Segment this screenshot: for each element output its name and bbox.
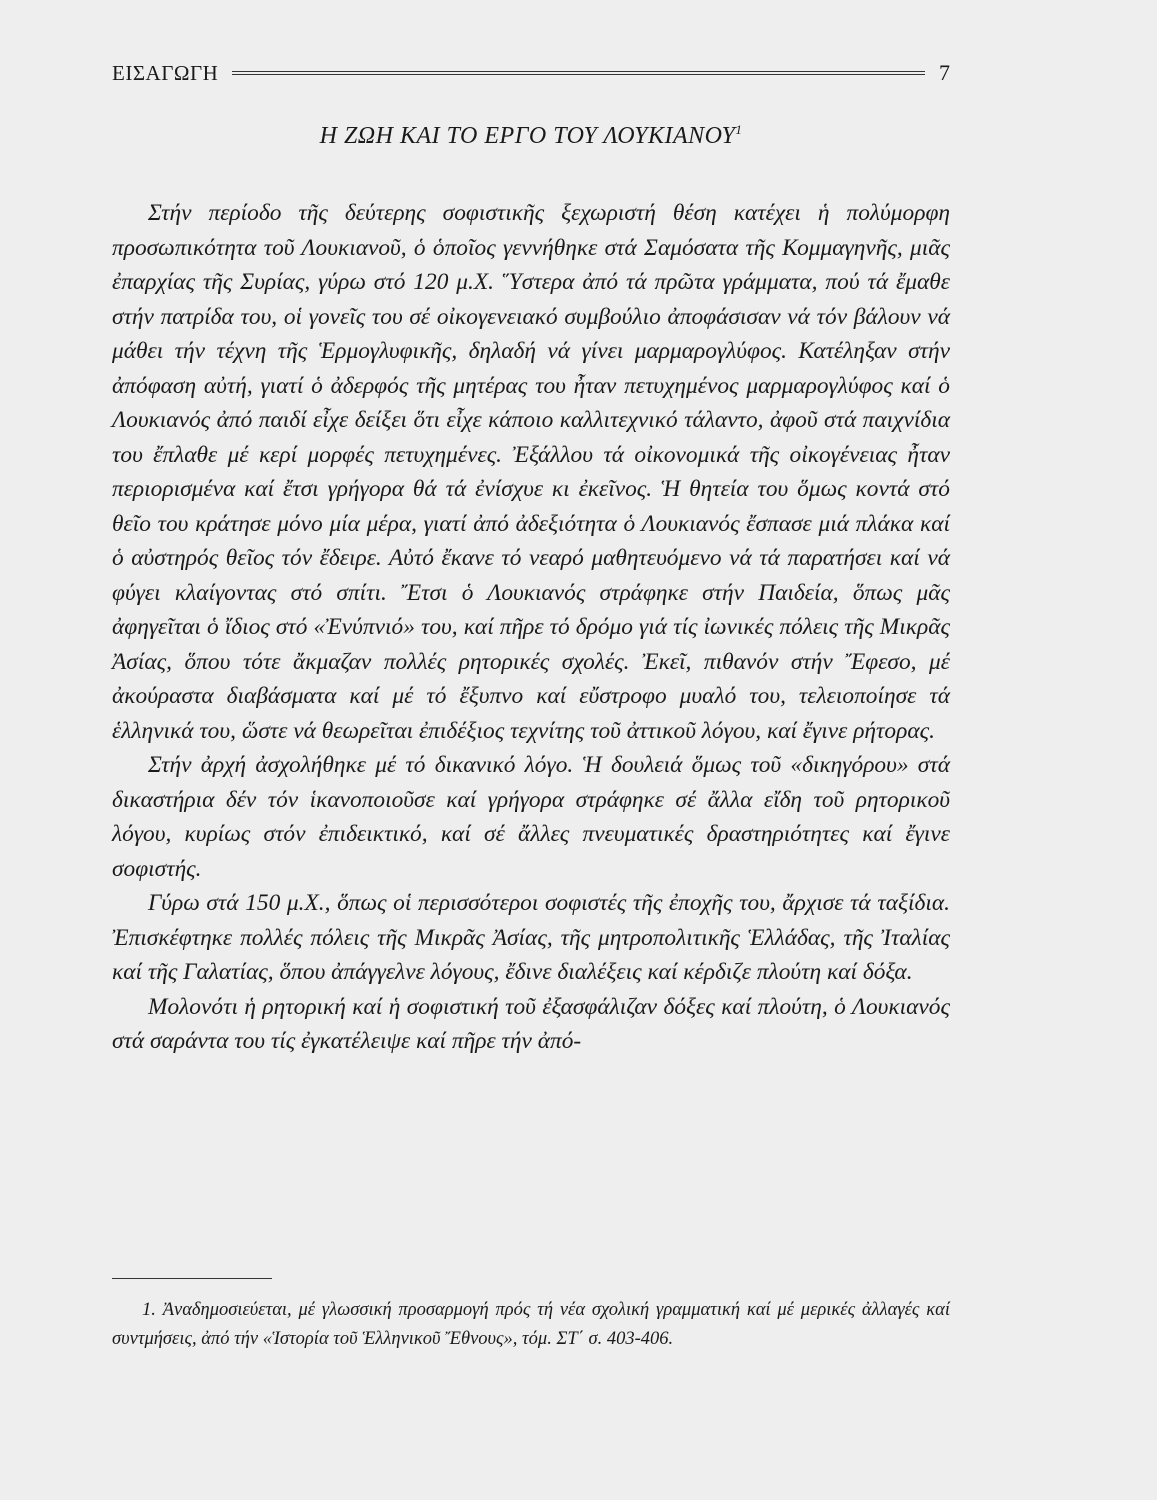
chapter-title	[112, 122, 950, 150]
footnote-reference: 1	[735, 122, 743, 137]
chapter-title-text: Η ΖΩΗ ΚΑΙ ΤΟ ΕΡΓΟ ΤΟΥ ΛΟΥΚΙΑΝΟΥ	[319, 123, 736, 149]
page-number: 7	[939, 60, 950, 85]
header-rule	[232, 71, 925, 75]
paragraph: Στήν περίοδο τῆς δεύτερης σοφιστικῆς ξεχωριστή θέση κατέχει ἡ πολύμορφη προσωπικότητα τοῦ Λουκιανοῦ, ὁ ὁποῖος γεννήθηκε στά Σαμόσατα τῆς Κομμαγηνῆς, μιᾶς ἐπαρχίας τῆς Συρίας, γύρω στό 120 μ.Χ. Ὕστερα ἀπό τά πρῶτα γράμματα, πού τά ἔμαθε στήν πατρίδα του, οἱ γονεῖς του σέ οἰκογενειακό συμβούλιο ἀποφάσισαν νά τόν βάλουν νά μάθει τήν τέχνη τῆς Ἑρμογλυφικῆς, δηλαδή νά γίνει μαρμαρογλύφος. Κατέληξαν στήν ἀπόφαση αὐτή, γιατί ὁ ἀδερφός τῆς μητέρας του ἦταν πετυχημένος μαρμαρογλύφος καί ὁ Λουκιανός ἀπό παιδί εἶχε δείξει ὅτι εἶχε κάποιο καλλιτεχνικό τάλαντο, ἀφοῦ στά παιχνίδια του ἔπλαθε μέ κερί μορφές πετυχημένες. Ἐξάλλου τά οἰκονομικά τῆς οἰκογένειας ἦταν περιορισμένα καί ἔτσι γρήγορα θά τά ἐνίσχυε κι ἐκεῖνος. Ἡ θητεία του ὅμως κοντά στό θεῖο του κράτησε μόνο μία μέρα, γιατί ἀπό ἀδεξιότητα ὁ Λουκιανός ἔσπασε μιά πλάκα καί ὁ αὐστηρός θεῖος τόν ἔδειρε. Αὐτό ἔκανε τό νεαρό μαθητευόμενο νά τά παρατήσει καί νά φύγει κλαίγοντας στό σπίτι. Ἔτσι ὁ Λουκιανός στράφηκε στήν Παιδεία, ὅπως μᾶς ἀφηγεῖται ὁ ἴδιος στό «Ἐνύπνιό» του, καί πῆρε τό δρόμο γιά τίς ἰωνικές πόλεις τῆς Μικρᾶς Ἀσίας, ὅπου τότε ἄκμαζαν πολλές ρητορικές σχολές. Ἐκεῖ, πιθανόν στήν Ἔφεσο, μέ ἀκούραστα διαβάσματα καί μέ τό ἔξυπνο καί εὔστροφο μυαλό του, τελειοποίησε τά ἑλληνικά του, ὥστε νά θεωρεῖται ἐπιδέξιος τεχνίτης τοῦ ἀττικοῦ λόγου, καί ἔγινε ρήτορας.	[112, 200, 950, 744]
running-title: ΕΙΣΑΓΩΓΗ	[112, 60, 219, 85]
running-header	[112, 58, 950, 88]
body-text	[112, 196, 950, 1059]
paragraph: Στήν ἀρχή ἀσχολήθηκε μέ τό δικανικό λόγο. Ἡ δουλειά ὅμως τοῦ «δικηγόρου» στά δικαστήρια δέν τόν ἱκανοποιοῦσε καί γρήγορα στράφηκε σέ ἄλλα εἴδη τοῦ ρητορικοῦ λόγου, κυρίως στόν ἐπιδεικτικό, καί σέ ἄλλες πνευματικές δραστηριότητες καί ἔγινε σοφιστής.	[112, 752, 950, 882]
paragraph: Γύρω στά 150 μ.Χ., ὅπως οἱ περισσότεροι σοφιστές τῆς ἐποχῆς του, ἄρχισε τά ταξίδια. Ἐπισκέφτηκε πολλές πόλεις τῆς Μικρᾶς Ἀσίας, τῆς μητροπολιτικῆς Ἑλλάδας, τῆς Ἰταλίας καί τῆς Γαλατίας, ὅπου ἀπάγγελνε λόγους, ἔδινε διαλέξεις καί κέρδιζε πλούτη καί δόξα.	[112, 890, 950, 985]
paragraph: Μολονότι ἡ ρητορική καί ἡ σοφιστική τοῦ ἐξασφάλιζαν δόξες καί πλούτη, ὁ Λουκιανός στά σαράντα του τίς ἐγκατέλειψε καί πῆρε τήν ἀπό-	[112, 993, 950, 1054]
footnote-rule	[112, 1278, 272, 1279]
footnote-text: 1. Ἀναδημοσιεύεται, μέ γλωσσική προσαρμογή πρός τή νέα σχολική γραμματική καί μέ μερικές ἀλλαγές καί συντμήσεις, ἀπό τήν «Ἱστορία τοῦ Ἑλληνικοῦ Ἔθνους», τόμ. ΣΤ΄ σ. 403-406.	[112, 1300, 950, 1349]
footnote	[112, 1296, 950, 1354]
